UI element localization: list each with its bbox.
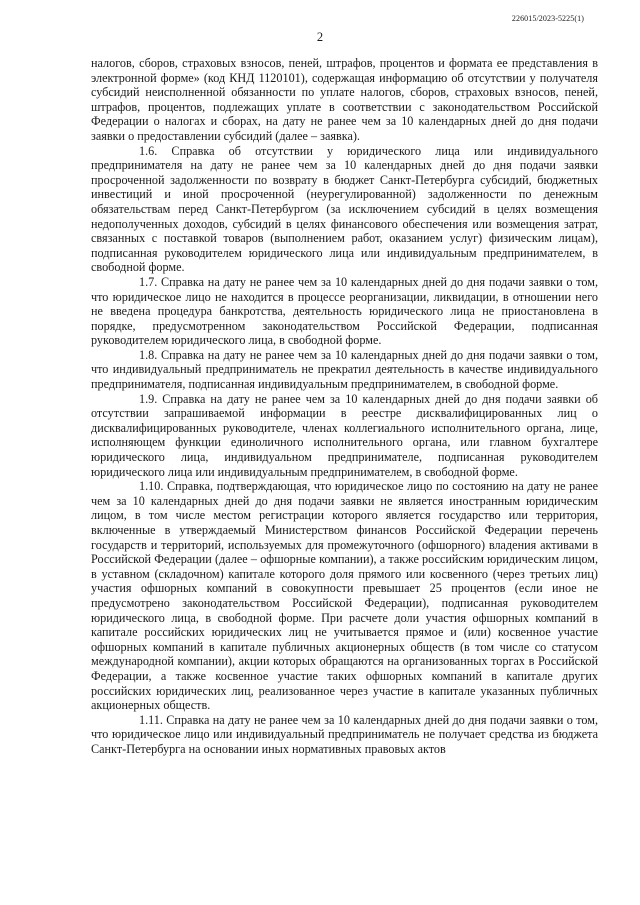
document-body [91, 56, 598, 757]
paragraph-1-7: 1.7. Справка на дату не ранее чем за 10 календарных дней до дня подачи заявки о том, что юридическое лицо не находится в процессе реорганизации, ликвидации, в отношении него не введена процедура банкротства, деятельность юридического лица не приостановлена в порядке, предусмотренном законодательством Российской Федерации, подписанная руководителем юридического лица, в свободной форме. [91, 274, 598, 348]
paragraph-1-10: 1.10. Справка, подтверждающая, что юридическое лицо по состоянию на дату не ранее чем за 10 календарных дней до дня подачи заявки не является иностранным юридическим лицом, в том числе местом регистрации которого является государство или территория, включенные в утверждаемый Министерством финансов Российской Федерации перечень государств и территорий, используемых для промежуточного (офшорного) владения активами в Российской Федерации (далее – офшорные компании), а также российским юридическим лицом, в уставном (складочном) капитале которого доля прямого или косвенного (через третьих лиц) участия офшорных компаний в совокупности превышает 25 процентов (если иное не предусмотрено законодательством Российской Федерации), подписанная руководителем юридического лица, в свободной форме. При расчете доли участия офшорных компаний в капитале российских юридических лиц не учитывается прямое и (или) косвенное участие офшорных компаний в капитале публичных акционерных обществ (в том числе со статусом международной компании), акции которых обращаются на организованных торгах в Российской Федерации, а также косвенное участие таких офшорных компаний в капитале других российских юридических лиц, реализованное через участие в капитале указанных публичных акционерных обществ. [91, 479, 598, 713]
paragraph-continuation: налогов, сборов, страховых взносов, пеней, штрафов, процентов и формата ее представления в электронной форме» (код КНД 1120101), содержащая информацию об отсутствии у получателя субсидий неисполненной обязанности по уплате налогов, сборов, страховых взносов, пеней, штрафов, процентов, подлежащих уплате в соответствии с законодательством Российской Федерации о налогах и сборах, на дату не ранее чем за 10 календарных дней до дня подачи заявки о предоставлении субсидий (далее – заявка). [91, 56, 598, 143]
paragraph-1-9: 1.9. Справка на дату не ранее чем за 10 календарных дней до дня подачи заявки об отсутствии запрашиваемой информации в реестре дисквалифицированных лиц о дисквалифицированных руководителе, членах коллегиального исполнительного органа, лице, исполняющем функции единоличного исполнительного органа, или главном бухгалтере юридического лица, индивидуальном предпринимателе, подписанная руководителем юридического лица или индивидуальным предпринимателем, в свободной форме. [91, 391, 598, 479]
paragraph-1-8: 1.8. Справка на дату не ранее чем за 10 календарных дней до дня подачи заявки о том, что индивидуальный предприниматель не прекратил деятельность в качестве индивидуального предпринимателя, подписанная индивидуальным предпринимателем, в свободной форме. [91, 347, 598, 392]
page-number: 2 [316, 30, 324, 44]
paragraph-1-11: 1.11. Справка на дату не ранее чем за 10 календарных дней до дня подачи заявки о том, что юридическое лицо или индивидуальный предприниматель не получает средства из бюджета Санкт-Петербурга на основании иных нормативных правовых актов [91, 712, 598, 756]
document-registration-number: 226015/2023-5225(1) [511, 14, 584, 23]
paragraph-1-6: 1.6. Справка об отсутствии у юридического лица или индивидуального предпринимателя на дату не ранее чем за 10 календарных дней до дня подачи заявки просроченной задолженности по возврату в бюджет Санкт-Петербурга субсидий, бюджетных инвестиций и иной просроченной (неурегулированной) задолженности по денежным обязательствам перед Санкт-Петербургом (за исключением субсидий в целях возмещения недополученных доходов, субсидий в целях финансового обеспечения или возмещения затрат, связанных с поставкой товаров (выполнением работ, оказанием услуг) физическим лицам), подписанная руководителем юридического лица или индивидуальным предпринимателем, в свободной форме. [91, 143, 598, 275]
